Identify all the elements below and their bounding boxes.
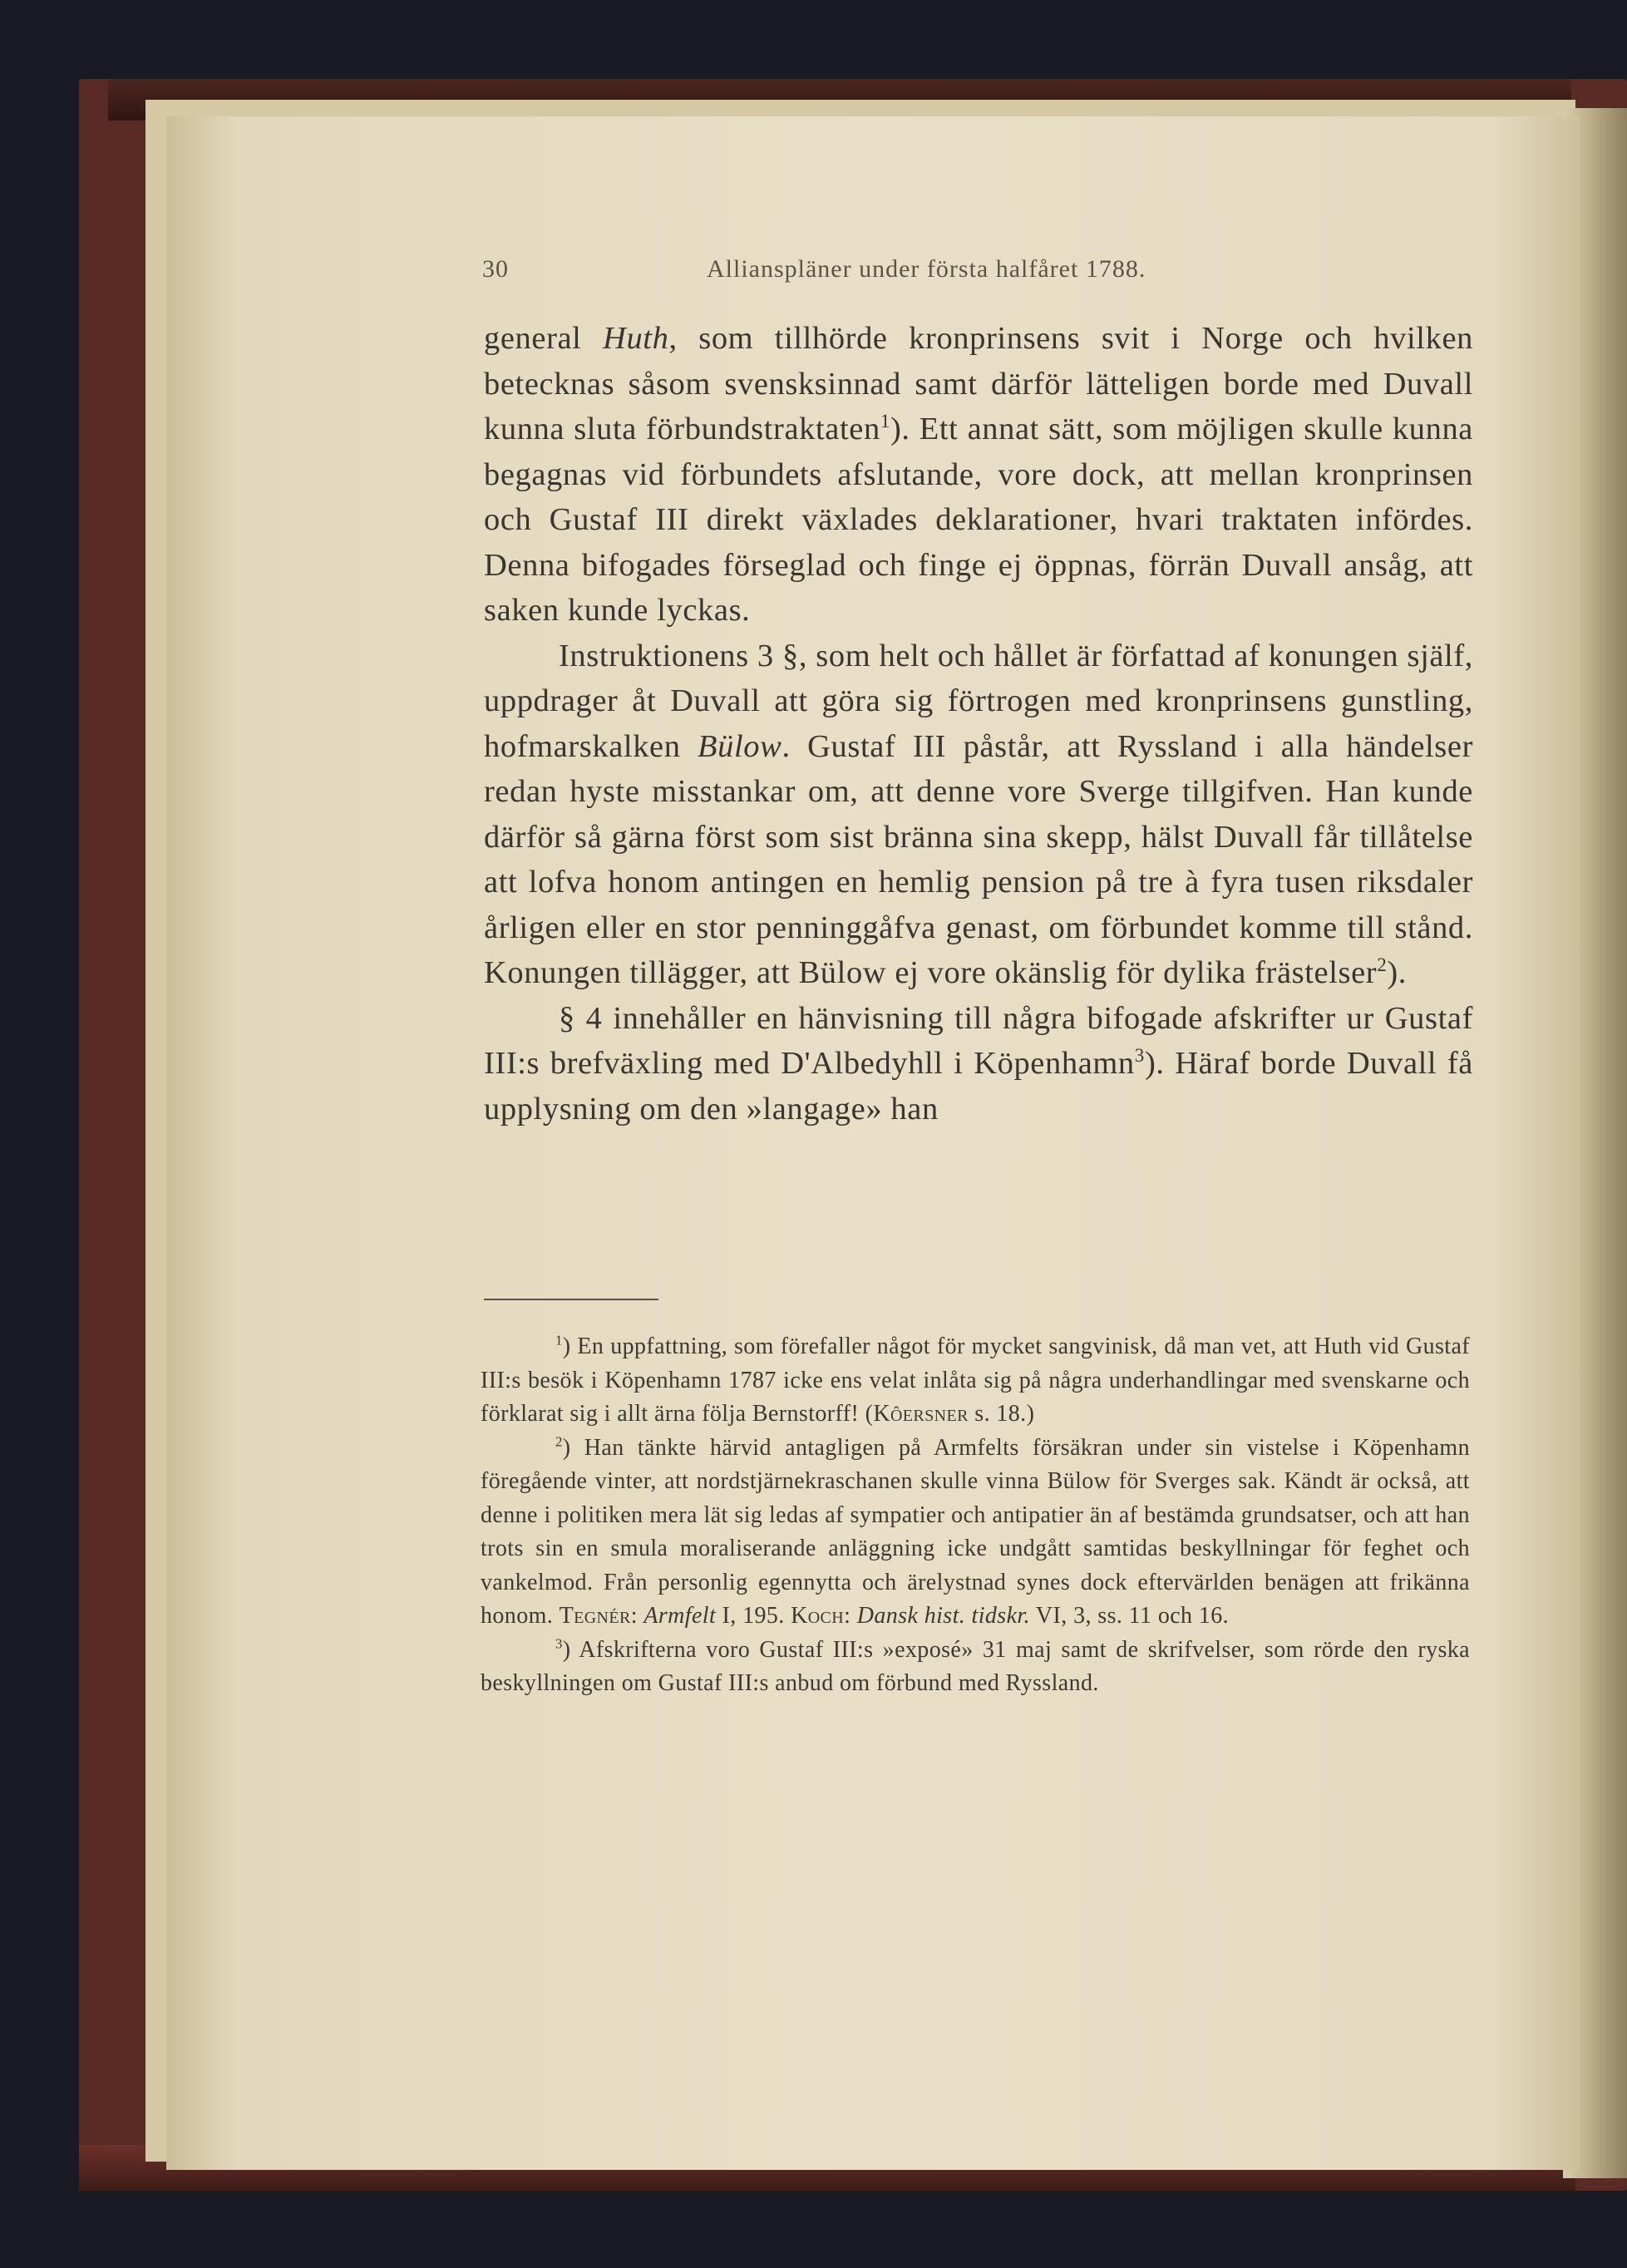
text-run: s. 18.) [968,1401,1035,1427]
page-number: 30 [482,255,509,283]
text-run: : [630,1603,644,1629]
text-run: general [484,321,604,356]
text-run: , som tillhörde kronprinsens svit i Norge och hvilken betecknas såsom svensksinnad samt därför lätteligen borde med Duvall kunna sluta förbundstraktaten [484,321,1473,446]
running-head: Allianspläner under första halfåret 1788. [707,255,1146,283]
author-name: Tegnér [559,1603,631,1629]
text-run: ). Häraf borde Duvall få upplysning om den »langage» han [484,1046,1473,1127]
footnote-marker: 3 [1134,1044,1145,1067]
body-text [484,316,1473,1132]
text-run: § 4 innehåller en hänvisning till några bifogade afskrifter ur Gustaf III:s brefväxling med D'Albedyhll i Köpenhamn [484,1000,1473,1081]
italic-text: Dansk hist. tidskr. [856,1603,1031,1629]
paragraph-3 [484,996,1473,1132]
italic-text: Armfelt [643,1603,717,1629]
footnote-marker: 2 [555,1433,563,1450]
text-run: . Gustaf III påstår, att Ryssland i alla händelser redan hyste misstankar om, att denne vore Sverge tillgifven. Han kunde därför så gärna först som sist bränna sina skepp, hälst Duvall får tillåtelse att lofva honom antingen en hemlig pension på tre à fyra tusen riksdaler årligen eller en stor penninggåfva genast, om förbundet komme till stånd. Konungen tillägger, att Bülow ej vore okänslig för dylika frästelser [484,728,1473,990]
author-name: Koch [791,1603,845,1629]
text-run: Instruktionens 3 §, som helt och hållet är författad af konungen själf, uppdrager åt Duvall att göra sig förtrogen med kronprinsens gunstling, hofmarskalken [484,638,1473,764]
footnote-marker: 1 [880,410,890,432]
text-run: I, 195. [716,1603,791,1629]
footnote-2 [481,1432,1470,1634]
footnote-1 [481,1330,1470,1432]
footnote-marker: 3 [555,1635,563,1652]
paragraph-2 [484,634,1473,996]
footnote-3 [481,1634,1470,1701]
footnote-marker: 2 [1377,954,1388,976]
paragraph-1 [484,316,1473,634]
italic-text: Bülow [698,728,782,764]
footnote-rule [484,1299,658,1300]
author-name: Kôersner [873,1401,969,1427]
text-run: : [844,1603,857,1629]
text-run: ). [1387,955,1408,990]
text-run: ). Ett annat sätt, som möjligen skulle kunna begagnas vid förbundets afslutande, vore dock, att mellan kronprinsen och Gustaf III direkt växlades deklarationer, hvari traktaten infördes. Denna bifogades förseglad och finge ej öppnas, förrän Duvall ansåg, att saken kunde lyckas. [484,412,1473,628]
text-run: ) En uppfattning, som förefaller något för mycket sangvinisk, då man vet, att Huth vid Gustaf III:s besök i Köpenhamn 1787 icke ens velat inlåta sig på några underhandlingar med svenskarne och förklarat sig i allt ärna följa Bernstorff! ( [481,1334,1470,1427]
text-run: ) Afskrifterna voro Gustaf III:s »exposé» 31 maj samt de skrifvelser, som rörde den ryska beskyllningen om Gustaf III:s anbud om förbund med Ryssland. [481,1636,1470,1696]
text-run: ) Han tänkte härvid antagligen på Armfelts försäkran under sin vistelse i Köpenhamn föregående vinter, att nordstjärnekraschanen skulle vinna Bülow för Sverges sak. Kändt är också, att denne i politiken mera lät sig ledas af sympatier och antipatier än af bestämda grundsatser, och att han trots sin en smula moraliserande anläggning icke undgått samtidas beskyllningar för feghet och vankelmod. Från personlig egennytta och ärelystnad synes dock eftervärlden benägen att frikänna honom. [481,1434,1470,1629]
italic-text: Huth [603,321,669,356]
footnotes [481,1330,1470,1701]
text-run: VI, 3, ss. 11 och 16. [1030,1603,1230,1629]
footnote-marker: 1 [555,1332,563,1348]
